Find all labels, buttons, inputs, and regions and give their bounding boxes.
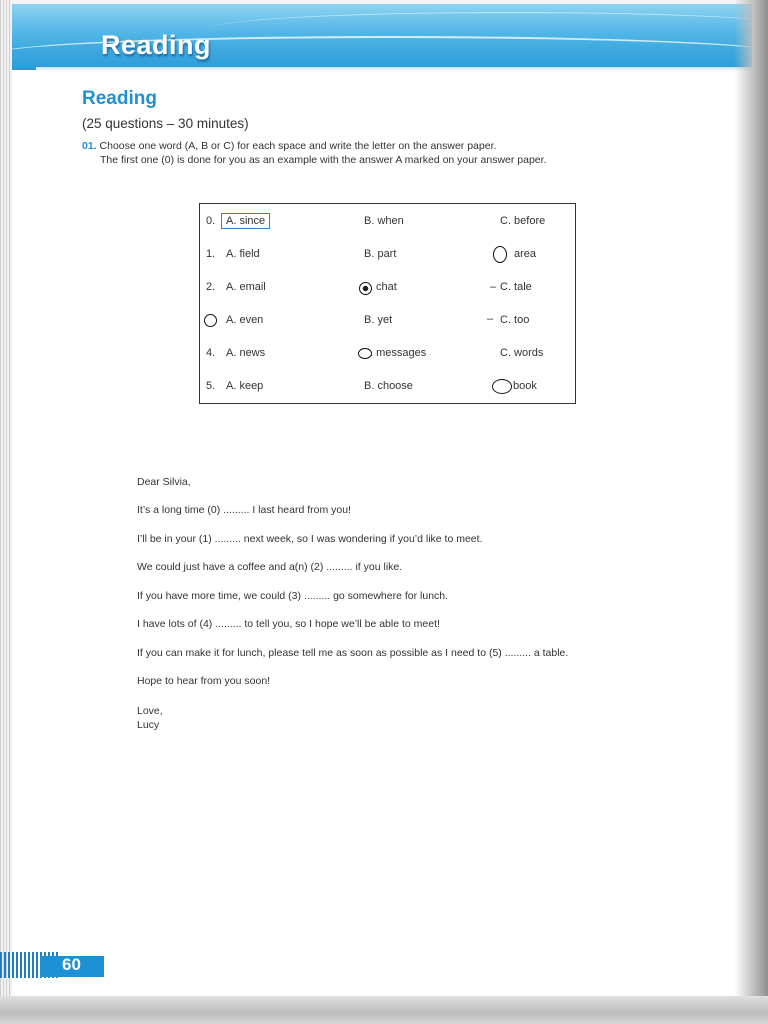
handwritten-circle-mark [204,314,217,327]
option-number: 4. [206,347,216,359]
section-subtitle: (25 questions – 30 minutes) [82,116,249,131]
question-number: 01. [82,140,97,152]
option-b: B. choose [364,380,413,392]
instructions [82,140,547,167]
letter-signature: Lucy [137,719,160,731]
option-a: A. news [226,347,266,359]
option-b: chat [376,281,397,293]
option-c: C. before [500,215,546,227]
option-number: 1. [206,248,216,260]
option-c: area [514,248,537,260]
handwritten-circle-mark [493,246,507,263]
letter-line: I’ll be in your (1) ......... next week, so I was wondering if you’d like to meet. [137,533,483,545]
letter-line: I have lots of (4) ......... to tell you, so I hope we’ll be able to meet! [137,618,440,630]
letter-line: It’s a long time (0) ......... I last heard from you! [137,504,351,516]
option-a: A. field [226,248,260,260]
letter-closing: Love, [137,705,163,717]
letter-greeting: Dear Silvia, [137,476,191,488]
option-a: A. keep [226,380,264,392]
page-edges [0,0,12,1010]
option-number: 2. [206,281,216,293]
option-c: C. too [500,314,530,326]
option-number: 5. [206,380,216,392]
option-a [226,215,270,227]
letter-line: If you can make it for lunch, please tell me as soon as possible as I need to (5) ......... a table. [137,647,569,659]
option-a: A. even [226,314,264,326]
instruction-line-2: The first one (0) is done for you as an example with the answer A marked on your answer paper. [100,153,547,166]
option-b: B. part [364,248,397,260]
options-row [200,281,575,301]
option-b: B. when [364,215,404,227]
handwritten-circle-mark [359,282,372,295]
book-spine-shadow [734,0,768,1024]
letter-line: We could just have a coffee and a(n) (2) ......... if you like. [137,561,403,573]
option-number: 0. [206,215,216,227]
options-row [200,380,575,400]
banner-title: Reading [101,30,212,60]
dash-mark: – [487,313,494,325]
option-c: C. tale [500,281,532,293]
option-a-boxed: A. since [221,213,270,229]
page-number: 60 [62,955,81,974]
options-row [200,248,575,268]
options-row [200,215,575,235]
section-title: Reading [82,88,157,109]
handwritten-circle-mark [492,379,512,394]
option-b: . messages [370,347,427,359]
options-table [199,203,576,404]
options-row [200,347,575,367]
letter-line: If you have more time, we could (3) ......... go somewhere for lunch. [137,590,449,602]
dash-mark: – [490,281,497,293]
letter-line: Hope to hear from you soon! [137,675,271,687]
option-b: B. yet [364,314,393,326]
instruction-line-1: Choose one word (A, B or C) for each space and write the letter on the answer paper. [99,140,497,152]
option-c: C. words [500,347,544,359]
page-bottom-edge [0,996,768,1024]
option-c: book [513,380,537,392]
banner-underline [36,67,752,71]
options-row [200,314,575,334]
option-a: A. email [226,281,266,293]
